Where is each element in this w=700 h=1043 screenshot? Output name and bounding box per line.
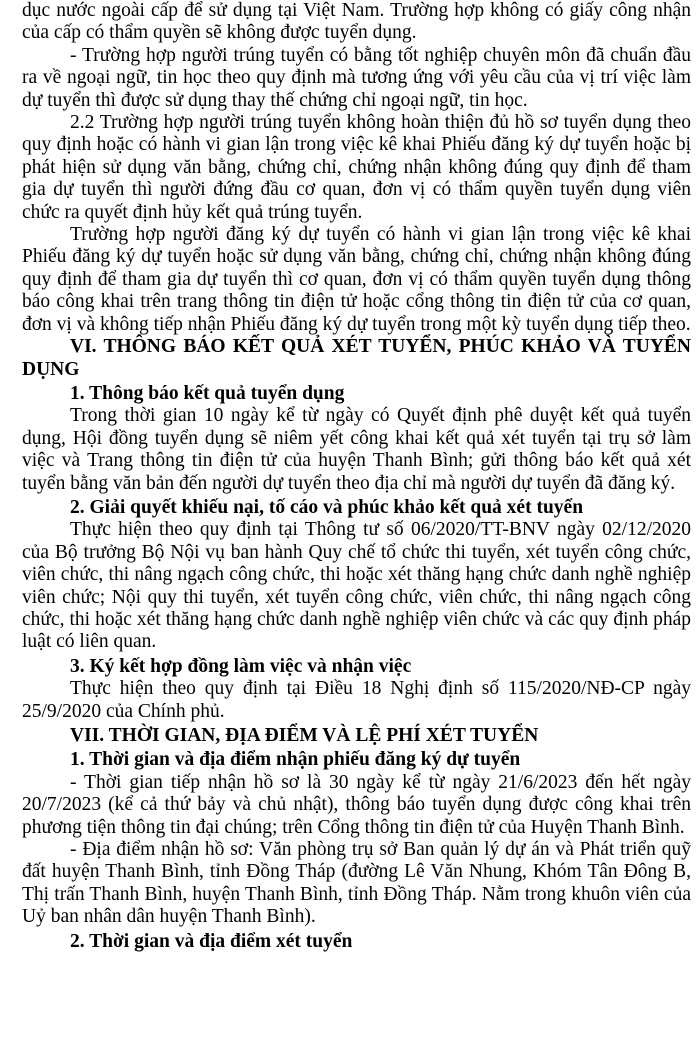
paragraph-foreign-degree-recognition: dục nước ngoài cấp để sử dụng tại Việt Nam. Trường hợp không có giấy công nhận của cấp có thẩm quyền sẽ không được tuyển dụng. <box>22 0 691 44</box>
subheading-result-announcement: 1. Thông báo kết quả tuyển dụng <box>70 382 345 404</box>
paragraph-degree-substitution: - Trường hợp người trúng tuyển có bằng tốt nghiệp chuyên môn đã chuẩn đầu ra về ngoại ngữ, tin học theo quy định mà tương ứng với yêu cầu của vị trí việc làm dự tuyển thì được sử dụng thay thế chứng chỉ ngoại ngữ, tin học. <box>22 44 691 111</box>
subheading-contract-signing: 3. Ký kết hợp đồng làm việc và nhận việc <box>70 655 412 677</box>
subheading-complaints-review: 2. Giải quyết khiếu nại, tố cáo và phúc khảo kết quả xét tuyển <box>70 496 584 518</box>
paragraph-application-location: - Địa điểm nhận hồ sơ: Văn phòng trụ sở Ban quản lý dự án và Phát triển quỹ đất huyện Thanh Bình, tỉnh Đồng Tháp (đường Lê Văn Nhung, Khóm Tân Đông B, Thị trấn Thanh Bình, huyện Thanh Bình, tỉnh Đồng Tháp. Nằm trong khuôn viên của Uỷ ban nhân dân huyện Thanh Bình). <box>22 839 691 928</box>
section-heading-vi: VI. THÔNG BÁO KẾT QUẢ XÉT TUYỂN, PHÚC KHẢO VÀ TUYỂN DỤNG <box>22 336 691 380</box>
subheading-selection-time-place: 2. Thời gian và địa điểm xét tuyển <box>70 930 353 952</box>
paragraph-result-announcement: Trong thời gian 10 ngày kể từ ngày có Quyết định phê duyệt kết quả tuyển dụng, Hội đồng tuyển dụng sẽ niêm yết công khai kết quả xét tuyển tại trụ sở làm việc và Trang thông tin điện tử của huyện Thanh Bình; gửi thông báo kết quả xét tuyển bằng văn bản đến người dự tuyển theo địa chỉ mà người dự tuyển đã đăng ký. <box>22 405 691 494</box>
paragraph-application-period: - Thời gian tiếp nhận hồ sơ là 30 ngày kể từ ngày 21/6/2023 đến hết ngày 20/7/2023 (kể cả thứ bảy và chủ nhật), thông báo tuyển dụng được công khai trên phương tiện thông tin đại chúng; trên Cổng thông tin điện tử của Huyện Thanh Bình. <box>22 771 691 838</box>
document-body <box>22 0 691 953</box>
paragraph-incomplete-dossier: 2.2 Trường hợp người trúng tuyển không hoàn thiện đủ hồ sơ tuyển dụng theo quy định hoặc có hành vi gian lận trong việc kê khai Phiếu đăng ký dự tuyển hoặc bị phát hiện sử dụng văn bằng, chứng chỉ, chứng nhận không đúng quy định để tham gia dự tuyển thì người đứng đầu cơ quan, đơn vị có thẩm quyền tuyển dụng viên chức ra quyết định hủy kết quả trúng tuyển. <box>22 112 691 223</box>
paragraph-contract-signing: Thực hiện theo quy định tại Điều 18 Nghị định số 115/2020/NĐ-CP ngày 25/9/2020 của Chính phủ. <box>22 678 691 722</box>
subheading-application-time-place: 1. Thời gian và địa điểm nhận phiếu đăng ký dự tuyển <box>70 749 521 771</box>
section-heading-vii: VII. THỜI GIAN, ĐỊA ĐIỂM VÀ LỆ PHÍ XÉT TUYỂN <box>70 725 539 746</box>
paragraph-fraud-handling: Trường hợp người đăng ký dự tuyển có hành vi gian lận trong việc kê khai Phiếu đăng ký dự tuyển hoặc sử dụng văn bằng, chứng chỉ, chứng nhận không đúng quy định để tham gia dự tuyển thì cơ quan, đơn vị có thẩm quyền tuyển dụng thông báo công khai trên trang thông tin điện tử hoặc cổng thông tin điện tử của cơ quan, đơn vị và không tiếp nhận Phiếu đăng ký dự tuyển trong một kỳ tuyển dụng tiếp theo. <box>22 224 691 335</box>
paragraph-complaints-review: Thực hiện theo quy định tại Thông tư số 06/2020/TT-BNV ngày 02/12/2020 của Bộ trưởng Bộ Nội vụ ban hành Quy chế tổ chức thi tuyển, xét tuyển công chức, viên chức, thi nâng ngạch công chức, thi hoặc xét thăng hạng chức danh nghề nghiệp viên chức; Nội quy thi tuyển, xét tuyển công chức, viên chức, thi nâng ngạch công chức, thi hoặc xét thăng hạng chức danh nghề nghiệp viên chức và các quy định pháp luật có liên quan. <box>22 519 691 653</box>
